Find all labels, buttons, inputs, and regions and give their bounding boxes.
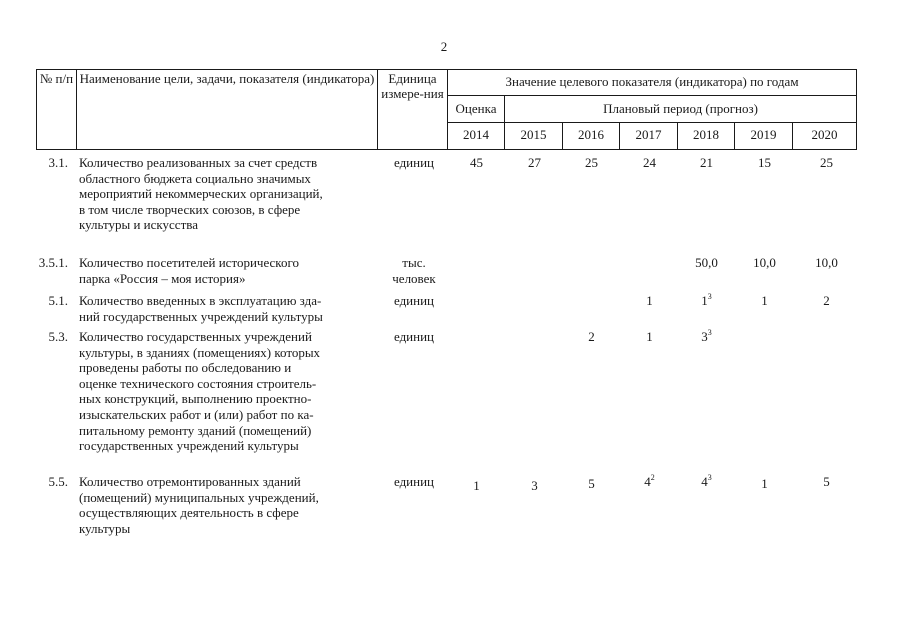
table-body [36, 155, 856, 546]
row-value: 5 [823, 474, 830, 489]
table-row [36, 293, 856, 329]
header-year: 2016 [563, 122, 620, 149]
row-name: Количество посетителей исторического парка «Россия – моя история» [79, 255, 299, 286]
header-num: № п/п [37, 70, 77, 150]
row-value: 25 [585, 155, 598, 170]
table-header [36, 69, 857, 150]
table-row [36, 255, 856, 293]
table-row [36, 474, 856, 546]
page-number: 2 [440, 39, 448, 54]
row-unit: единиц [393, 293, 435, 308]
row-value: 1 [761, 476, 768, 491]
row-unit: единиц [393, 474, 435, 489]
row-value: 2 [823, 293, 830, 308]
row-value: 50,0 [695, 255, 718, 270]
row-unit: тыс. человек [392, 255, 436, 286]
row-value: 27 [528, 155, 541, 170]
row-value: 10,0 [753, 255, 776, 270]
row-name: Количество государственных учреждений культуры, в зданиях (помещениях) которых проведены работы по обследованию и оценке технического состояния строитель- ных конструкций, выполнению проектно- изыскательских работ и (или) работ по ка- питальному ремонту зданий (помещений) государственных учреждений культуры [79, 329, 321, 454]
row-value: 1 [646, 329, 653, 344]
row-value: 21 [700, 155, 713, 170]
row-value: 15 [758, 155, 771, 170]
header-year: 2017 [620, 122, 678, 149]
header-year: 2015 [505, 122, 563, 149]
row-name: Количество отремонтированных зданий (помещений) муниципальных учреждений, осуществляющих деятельность в сфере культуры [79, 474, 319, 536]
header-unit: Единица измере-ния [378, 70, 448, 150]
row-value: $3^3$ [701, 328, 712, 344]
row-value: 24 [643, 155, 656, 170]
row-unit: единиц [393, 329, 435, 344]
header-name: Наименование цели, задачи, показателя (индикатора) [77, 70, 378, 150]
row-number: 5.1. [48, 293, 68, 308]
header-year: 2020 [793, 122, 857, 149]
header-plan: Плановый период (прогноз) [505, 96, 857, 122]
row-value: 10,0 [815, 255, 838, 270]
header-year: 2018 [678, 122, 735, 149]
row-number: 5.5. [48, 474, 68, 489]
row-name: Количество реализованных за счет средств областного бюджета социально значимых мероприятий некоммерческих организаций, в том числе творческих союзов, в сфере культуры и искусства [79, 155, 323, 233]
header-year: 2014 [448, 122, 505, 149]
row-number: 3.5.1. [38, 255, 68, 270]
row-number: 3.1. [48, 155, 68, 170]
row-value: 2 [588, 329, 595, 344]
header-value: Значение целевого показателя (индикатора) по годам [448, 70, 857, 96]
table-row [36, 329, 856, 474]
row-value: $1^3$ [701, 292, 712, 308]
row-value: 1 [646, 293, 653, 308]
row-value: $4^3$ [701, 473, 712, 489]
header-estimate: Оценка [448, 96, 505, 122]
row-value: 3 [531, 478, 538, 493]
row-unit: единиц [393, 155, 435, 170]
header-year: 2019 [735, 122, 793, 149]
row-value: 45 [470, 155, 483, 170]
row-value: $4^2$ [644, 473, 655, 489]
row-number: 5.3. [48, 329, 68, 344]
row-value: 25 [820, 155, 833, 170]
row-name: Количество введенных в эксплуатацию зда- ний государственных учреждений культуры [79, 293, 323, 324]
row-value: 1 [473, 478, 480, 493]
row-value: 5 [588, 476, 595, 491]
row-value: 1 [761, 293, 768, 308]
table-row [36, 155, 856, 255]
